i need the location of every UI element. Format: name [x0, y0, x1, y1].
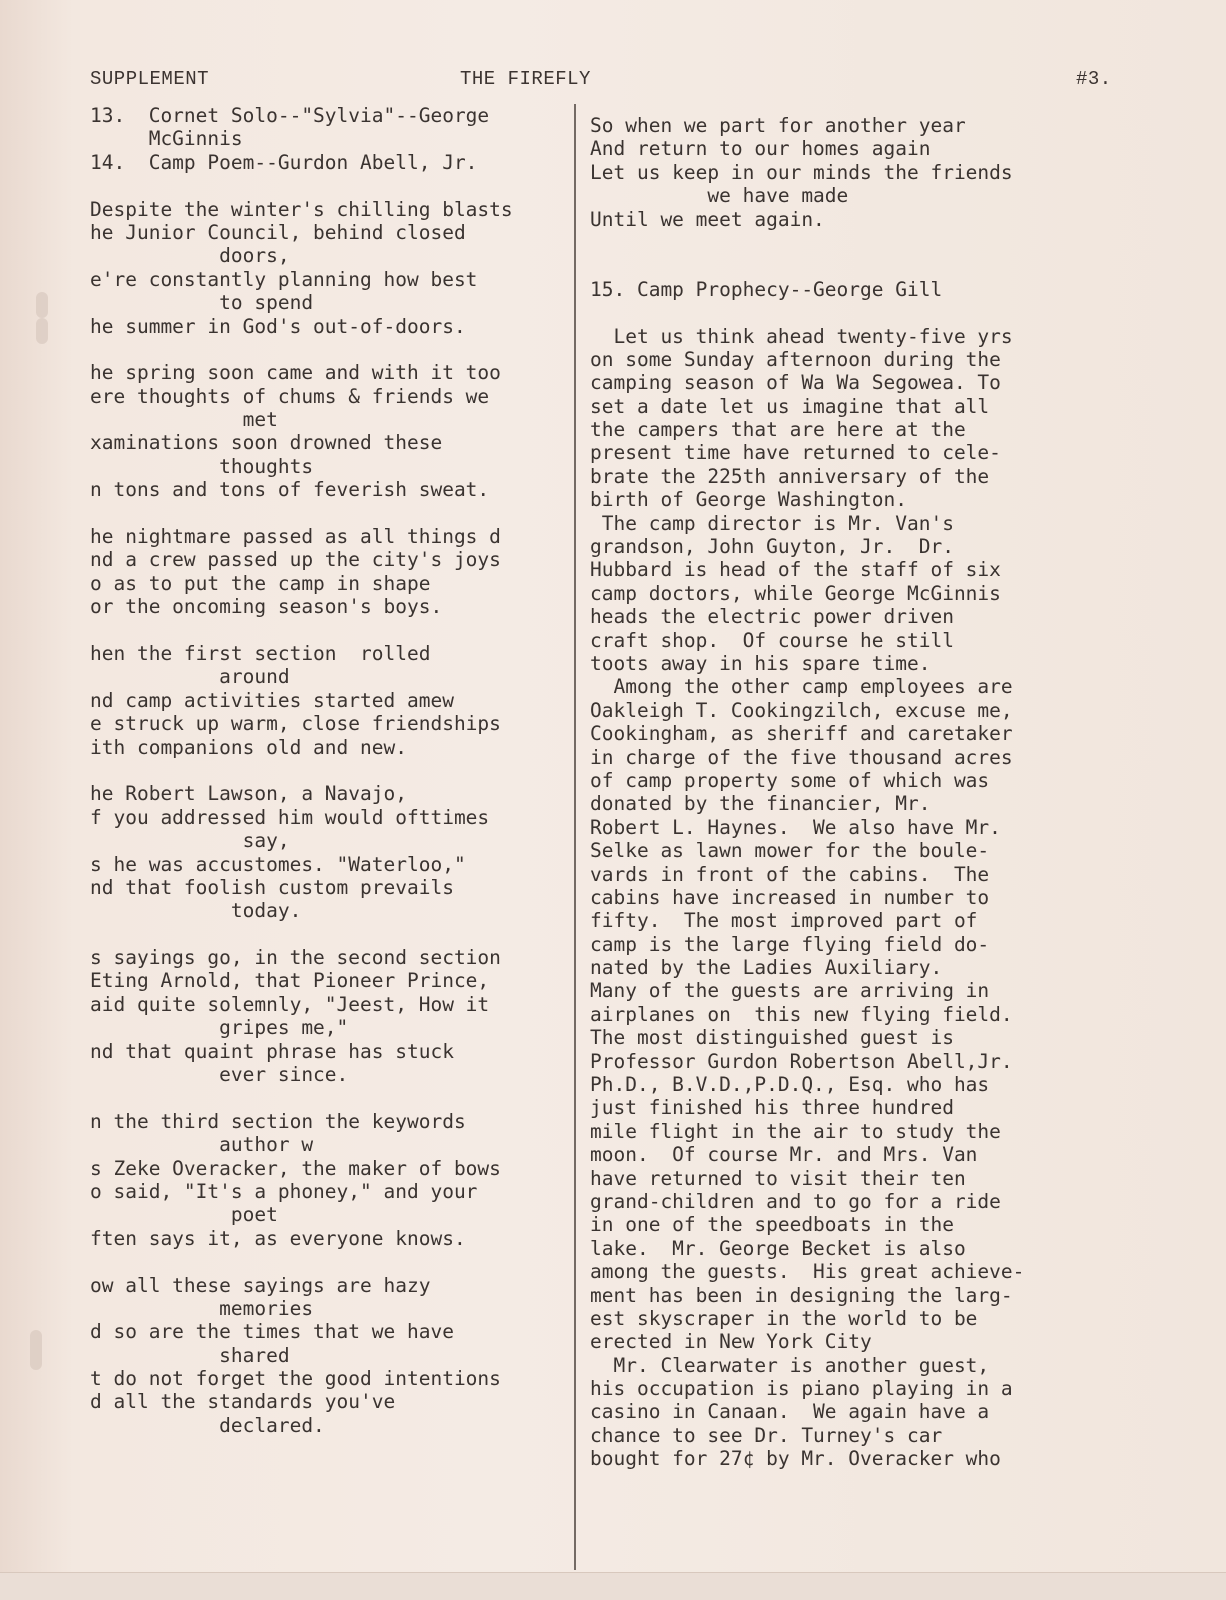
text-line: donated by the financier, Mr. — [590, 792, 931, 816]
text-line: Let us keep in our minds the friends — [590, 160, 1013, 184]
text-line: the campers that are here at the — [590, 418, 966, 442]
text-line: Among the other camp employees are — [590, 675, 1013, 699]
text-line: today. — [90, 899, 302, 923]
text-line: n the third section the keywords — [90, 1109, 466, 1133]
text-line: camping season of Wa Wa Segowea. To — [590, 371, 1001, 395]
text-line: nd camp activities started amew — [90, 688, 454, 712]
blank-line — [90, 174, 582, 197]
text-line: Selke as lawn mower for the boule- — [590, 839, 990, 863]
text-line: n tons and tons of feverish sweat. — [90, 478, 490, 502]
text-line: Despite the winter's chilling blasts — [90, 197, 513, 221]
header-title: THE FIREFLY — [460, 68, 591, 90]
blank-line — [90, 619, 582, 642]
punch-hole — [36, 318, 48, 344]
page-header — [0, 68, 1226, 98]
text-line: ith companions old and new. — [90, 735, 407, 759]
text-line: have returned to visit their ten — [590, 1166, 966, 1190]
text-line: grand-children and to go for a ride — [590, 1189, 1001, 1213]
column-divider — [574, 104, 576, 1570]
text-line: nd a crew passed up the city's joys — [90, 548, 501, 572]
text-line: Oakleigh T. Cookingzilch, excuse me, — [590, 698, 1013, 722]
text-line: nd that foolish custom prevails — [90, 875, 454, 899]
text-line: mile flight in the air to study the — [590, 1119, 1001, 1143]
text-line: say, — [90, 829, 290, 853]
text-line: f you addressed him would ofttimes — [90, 805, 490, 829]
blank-line — [90, 338, 582, 361]
text-line: e're constantly planning how best — [90, 267, 478, 291]
text-line: shared — [90, 1343, 290, 1367]
text-line: est skyscraper in the world to be — [590, 1306, 978, 1330]
text-line: s he was accustomes. "Waterloo," — [90, 852, 466, 876]
right-column — [590, 114, 1090, 1471]
punch-hole — [30, 1330, 42, 1370]
text-line: ever since. — [90, 1063, 349, 1087]
text-line: nd that quaint phrase has stuck — [90, 1039, 454, 1063]
punch-hole — [36, 292, 48, 318]
text-line: ment has been in designing the larg- — [590, 1283, 1013, 1307]
text-line: o as to put the camp in shape — [90, 571, 431, 595]
text-line: o said, "It's a phoney," and your — [90, 1179, 478, 1203]
text-line: author w — [90, 1133, 314, 1157]
text-line: McGinnis — [90, 127, 243, 151]
text-line: in one of the speedboats in the — [590, 1213, 954, 1237]
text-line: Ph.D., B.V.D.,P.D.Q., Esq. who has — [590, 1073, 990, 1097]
blank-line — [90, 923, 582, 946]
text-line: set a date let us imagine that all — [590, 394, 990, 418]
text-line: d so are the times that we have — [90, 1320, 454, 1344]
text-line: craft shop. Of course he still — [590, 628, 954, 652]
text-line: casino in Canaan. We again have a — [590, 1400, 990, 1424]
text-line: he Robert Lawson, a Navajo, — [90, 782, 407, 806]
text-line: he summer in God's out-of-doors. — [90, 314, 466, 338]
text-line: ere thoughts of chums & friends we — [90, 384, 490, 408]
text-line: around — [90, 665, 290, 689]
text-line: bought for 27¢ by Mr. Overacker who — [590, 1447, 1001, 1471]
text-line: Robert L. Haynes. We also have Mr. — [590, 815, 1001, 839]
header-page-number: #3. — [1076, 68, 1112, 90]
text-line: Let us think ahead twenty-five yrs — [590, 324, 1013, 348]
text-line: he nightmare passed as all things d — [90, 525, 501, 549]
text-line: gripes me," — [90, 1016, 349, 1040]
blank-line — [90, 502, 582, 525]
text-line: Eting Arnold, that Pioneer Prince, — [90, 969, 490, 993]
text-line: his occupation is piano playing in a — [590, 1377, 1013, 1401]
text-line: airplanes on this new flying field. — [590, 1002, 1013, 1026]
text-line: ow all these sayings are hazy — [90, 1273, 431, 1297]
text-line: on some Sunday afternoon during the — [590, 347, 1001, 371]
text-line: heads the electric power driven — [590, 605, 954, 629]
blank-line — [590, 231, 1090, 254]
text-line: among the guests. His great achieve- — [590, 1260, 1025, 1284]
text-line: he Junior Council, behind closed — [90, 220, 466, 244]
blank-line — [590, 301, 1090, 324]
text-line: toots away in his spare time. — [590, 651, 931, 675]
text-line: The camp director is Mr. Van's — [590, 511, 954, 535]
text-line: grandson, John Guyton, Jr. Dr. — [590, 535, 954, 559]
text-line: in charge of the five thousand acres — [590, 745, 1013, 769]
text-line: cabins have increased in number to — [590, 885, 990, 909]
text-line: he spring soon came and with it too — [90, 361, 501, 385]
text-line: thoughts — [90, 454, 314, 478]
text-line: Cookingham, as sheriff and caretaker — [590, 722, 1013, 746]
text-line: 14. Camp Poem--Gurdon Abell, Jr. — [90, 150, 478, 174]
text-line: nated by the Ladies Auxiliary. — [590, 956, 943, 980]
blank-line — [90, 1250, 582, 1273]
text-line: of camp property some of which was — [590, 768, 990, 792]
text-line: declared. — [90, 1413, 325, 1437]
text-line: xaminations soon drowned these — [90, 431, 443, 455]
blank-line — [590, 254, 1090, 277]
blank-line — [90, 759, 582, 782]
text-line: And return to our homes again — [590, 137, 931, 161]
text-line: or the oncoming season's boys. — [90, 595, 443, 619]
text-line: t do not forget the good intentions — [90, 1367, 501, 1391]
text-line: Professor Gurdon Robertson Abell,Jr. — [590, 1049, 1013, 1073]
text-line: 15. Camp Prophecy--George Gill — [590, 277, 943, 301]
text-line: poet — [90, 1203, 278, 1227]
text-line: aid quite solemnly, "Jeest, How it — [90, 992, 490, 1016]
text-line: The most distinguished guest is — [590, 1026, 954, 1050]
text-line: lake. Mr. George Becket is also — [590, 1236, 966, 1260]
text-line: hen the first section rolled — [90, 641, 431, 665]
text-line: Many of the guests are arriving in — [590, 979, 990, 1003]
blank-line — [90, 1086, 582, 1109]
text-line: 13. Cornet Solo--"Sylvia"--George — [90, 104, 490, 127]
text-line: chance to see Dr. Turney's car — [590, 1423, 943, 1447]
text-line: met — [90, 408, 278, 432]
text-line: Hubbard is head of the staff of six — [590, 558, 1001, 582]
left-column — [90, 104, 582, 1437]
text-line: memories — [90, 1296, 314, 1320]
text-line: e struck up warm, close friendships — [90, 712, 501, 736]
text-line: erected in New York City — [590, 1330, 872, 1354]
text-line: brate the 225th anniversary of the — [590, 464, 990, 488]
text-line: just finished his three hundred — [590, 1096, 954, 1120]
text-line: camp is the large flying field do- — [590, 932, 990, 956]
text-line: to spend — [90, 291, 314, 315]
text-line: fifty. The most improved part of — [590, 909, 978, 933]
text-line: Mr. Clearwater is another guest, — [590, 1353, 990, 1377]
text-line: moon. Of course Mr. and Mrs. Van — [590, 1143, 978, 1167]
text-line: Until we meet again. — [590, 207, 825, 231]
text-line: ften says it, as everyone knows. — [90, 1226, 466, 1250]
text-line: So when we part for another year — [590, 114, 966, 137]
text-line: vards in front of the cabins. The — [590, 862, 990, 886]
text-line: doors, — [90, 244, 290, 268]
text-line: d all the standards you've — [90, 1390, 396, 1414]
text-line: we have made — [590, 184, 849, 208]
text-line: birth of George Washington. — [590, 488, 907, 512]
text-line: camp doctors, while George McGinnis — [590, 581, 1001, 605]
text-line: present time have returned to cele- — [590, 441, 1001, 465]
header-supplement: SUPPLEMENT — [90, 68, 210, 90]
page-bottom-edge — [0, 1572, 1226, 1600]
text-line: s sayings go, in the second section — [90, 946, 501, 970]
text-line: s Zeke Overacker, the maker of bows — [90, 1156, 501, 1180]
